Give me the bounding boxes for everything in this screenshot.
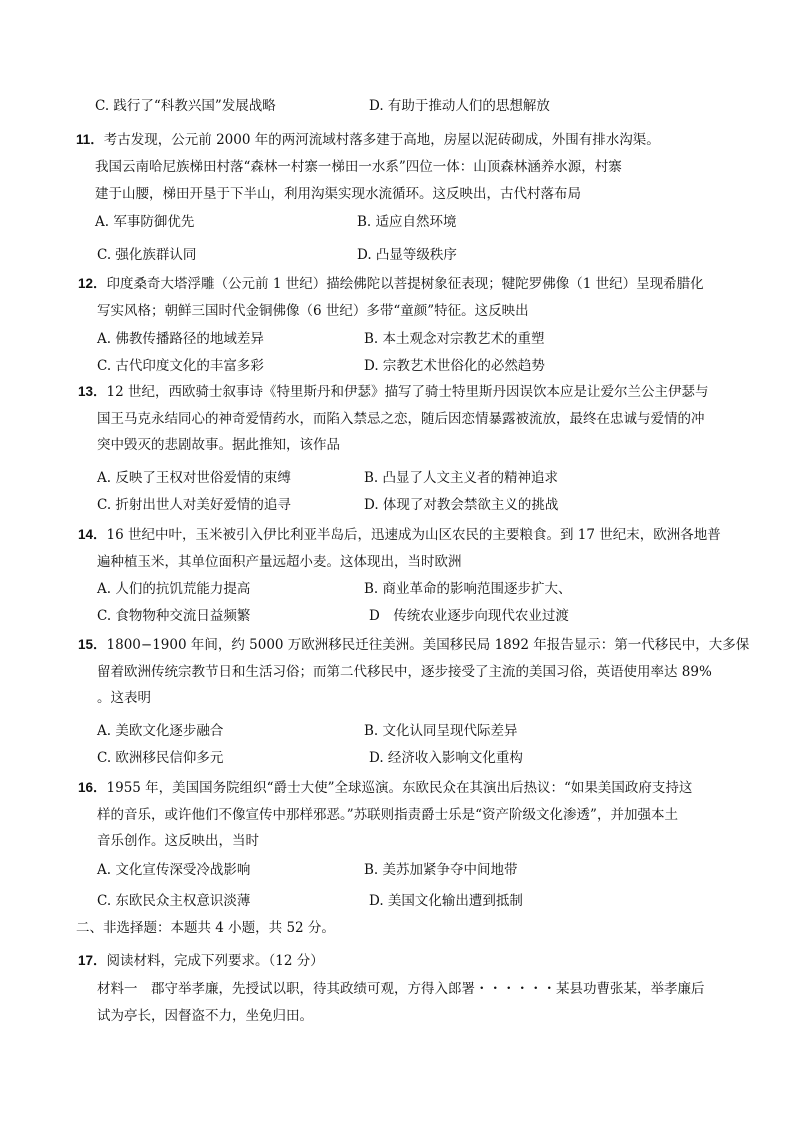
q16-option-a: A. 文化宣传深受冷战影响 [97, 862, 251, 878]
q13-option-c: C. 折射出世人对美好爱情的追寻 [97, 497, 291, 513]
q15-stem-line-3: 。这表明 [97, 690, 151, 706]
section-2-heading: 二、非选择题：本题共 4 小题，共 52 分。 [76, 920, 335, 936]
q15-option-b: B. 文化认同呈现代际差异 [364, 723, 518, 739]
q14-stem-line-2: 遍种植玉米，其单位面积产量远超小麦。这体现出，当时欧洲 [97, 554, 462, 570]
q16-option-d: D. 美国文化输出遭到抵制 [369, 893, 523, 909]
q12-stem-line-2: 写实风格；朝鲜三国时代金铜佛像（6 世纪）多带“童颜”特征。这反映出 [97, 303, 529, 319]
q13-option-a: A. 反映了王权对世俗爱情的束缚 [97, 470, 291, 486]
q14-stem-line-1: 14．16 世纪中叶，玉米被引入伊比利亚半岛后，迅速成为山区农民的主要粮食。到 17 世纪末，欧洲各地普 [78, 527, 721, 543]
q15-option-c: C. 欧洲移民信仰多元 [97, 750, 224, 766]
q15-option-a: A. 美欧文化逐步融合 [97, 723, 224, 739]
q10-option-c: C. 践行了“科教兴国”发展战略 [95, 98, 276, 114]
q11-option-a: A. 军事防御优先 [95, 214, 195, 230]
q11-stem-line-1: 11．考古发现，公元前 2000 年的两河流域村落多建于高地，房屋以泥砖砌成，外围有排水沟渠。 [76, 132, 660, 148]
q14-option-c: C. 食物物种交流日益频繁 [97, 608, 251, 624]
q16-stem-line-3: 音乐创作。这反映出，当时 [97, 833, 259, 849]
q11-stem-line-3: 建于山腰，梯田开垦于下半山，利用沟渠实现水流循环。这反映出，古代村落布局 [95, 186, 581, 202]
q11-option-d: D. 凸显等级秩序 [357, 247, 457, 263]
q15-option-d: D. 经济收入影响文化重构 [369, 750, 523, 766]
q15-number: 15． [78, 637, 107, 652]
q11-option-c: C. 强化族群认同 [97, 247, 197, 263]
q17-intro: 17．阅读材料，完成下列要求。（12 分） [78, 953, 324, 969]
q10-option-d: D. 有助于推动人们的思想解放 [369, 98, 550, 114]
q12-option-a: A. 佛教传播路径的地域差异 [97, 331, 264, 347]
q13-stem-line-2: 国王马克永结同心的神奇爱情药水，而陷入禁忌之恋，随后因恋情暴露被流放，最终在忠诚与爱情的冲 [97, 411, 705, 427]
q14-number: 14． [78, 527, 107, 542]
q11-number: 11． [76, 132, 104, 147]
q14-option-a: A. 人们的抗饥荒能力提高 [97, 581, 251, 597]
q17-material-line-1: 材料一 郡守举孝廉，先授试以职，待其政绩可观，方得入郎署・・・・・・某县功曹张某，举孝廉后 [97, 981, 705, 997]
q12-option-c: C. 古代印度文化的丰富多彩 [97, 358, 264, 374]
q12-number: 12． [78, 276, 107, 291]
q12-option-d: D. 宗教艺术世俗化的必然趋势 [364, 358, 545, 374]
q13-number: 13． [78, 384, 107, 399]
q16-stem-line-1: 16．1955 年，美国国务院组织“爵士大使”全球巡演。东欧民众在其演出后热议：“如果美国政府支持这 [78, 780, 693, 796]
q11-option-b: B. 适应自然环境 [357, 214, 457, 230]
q14-option-d: D 传统农业逐步向现代农业过渡 [369, 608, 569, 624]
q16-option-b: B. 美苏加紧争夺中间地带 [364, 862, 518, 878]
q12-option-b: B. 本土观念对宗教艺术的重塑 [364, 331, 545, 347]
q16-option-c: C. 东欧民众主权意识淡薄 [97, 893, 251, 909]
q15-stem-line-1: 15．1800−1900 年间，约 5000 万欧洲移民迁往美洲。美国移民局 1892 年报告显示：第一代移民中，大多保 [78, 637, 750, 653]
q11-stem-line-2: 我国云南哈尼族梯田村落“森林一村寨一梯田一水系”四位一体：山顶森林涵养水源，村寨 [95, 159, 622, 175]
q13-stem-line-3: 突中毁灭的悲剧故事。据此推知，该作品 [97, 437, 340, 453]
q16-number: 16． [78, 780, 107, 795]
q16-stem-line-2: 样的音乐，或许他们不像宣传中那样邪恶。”苏联则指责爵士乐是“资产阶级文化渗透”，并加强本土 [97, 807, 678, 823]
q15-stem-line-2: 留着欧洲传统宗教节日和生活习俗；而第二代移民中，逐步接受了主流的美国习俗，英语使用率达 89% [97, 664, 712, 680]
q13-option-d: D. 体现了对教会禁欲主义的挑战 [364, 497, 559, 513]
q14-option-b: B. 商业革命的影响范围逐步扩大、 [364, 581, 572, 597]
q12-stem-line-1: 12．印度桑奇大塔浮雕（公元前 1 世纪）描绘佛陀以菩提树象征表现；犍陀罗佛像（1 世纪）呈现希腊化 [78, 276, 704, 292]
q17-material-line-2: 试为亭长，因督盗不力，坐免归田。 [97, 1008, 313, 1024]
q13-option-b: B. 凸显了人文主义者的精神追求 [364, 470, 559, 486]
q17-number: 17． [78, 953, 107, 968]
q13-stem-line-1: 13．12 世纪，西欧骑士叙事诗《特里斯丹和伊瑟》描写了骑士特里斯丹因误饮本应是让爱尔兰公主伊瑟与 [78, 384, 709, 400]
